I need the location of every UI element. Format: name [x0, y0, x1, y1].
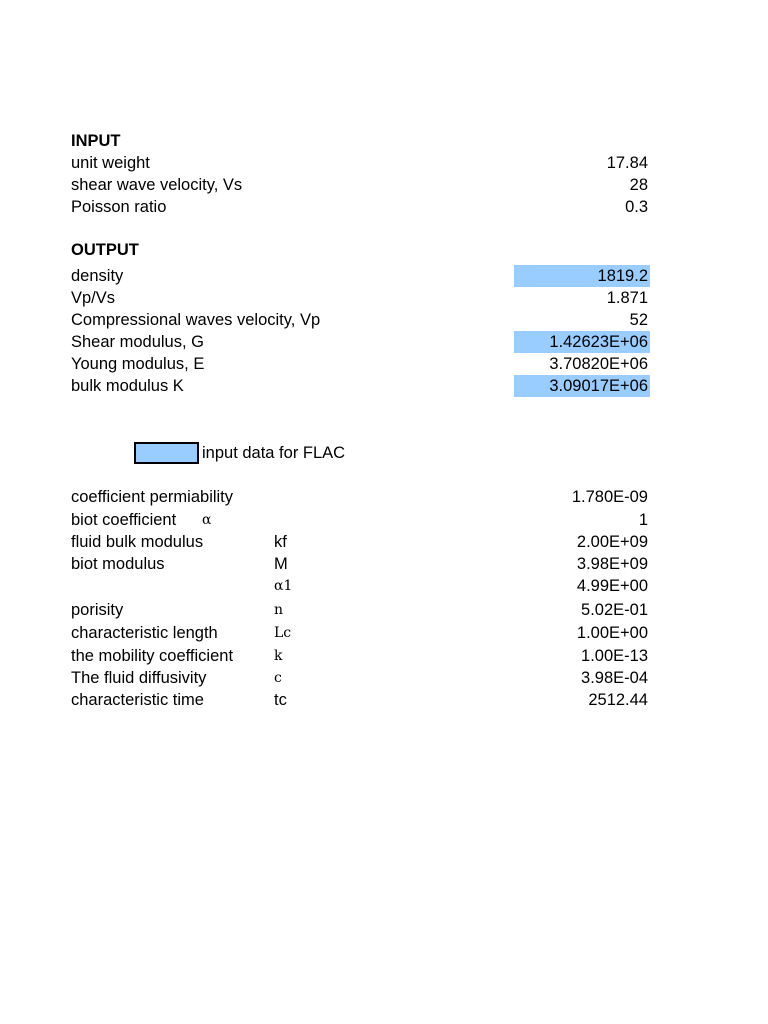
- row-value: 2.00E+09: [576, 533, 648, 551]
- row-value: 3.98E+09: [576, 555, 648, 573]
- row-value: 2512.44: [588, 691, 648, 709]
- output-row-vp-vs: [71, 287, 650, 309]
- legend-color-swatch: [134, 442, 199, 464]
- row-value: 1.00E-13: [581, 647, 648, 665]
- legend-text: input data for FLAC: [202, 444, 346, 462]
- flac-row-mobility-coefficient: [71, 645, 650, 667]
- row-label: density: [71, 267, 124, 285]
- row-label: Shear modulus, G: [71, 333, 204, 351]
- output-heading-row: [71, 239, 650, 261]
- flac-row-alpha1: [71, 575, 650, 597]
- row-label: bulk modulus K: [71, 377, 184, 395]
- row-label: Poisson ratio: [71, 198, 167, 216]
- row-label: The fluid diffusivity: [71, 669, 207, 687]
- row-value: 4.99E+00: [576, 577, 648, 595]
- row-label: shear wave velocity, Vs: [71, 176, 243, 194]
- flac-row-porosity: [71, 599, 650, 621]
- row-value: 3.70820E+06: [549, 355, 648, 373]
- row-label: porisity: [71, 601, 124, 619]
- row-label: coefficient permiability: [71, 488, 234, 506]
- input-row-poisson-ratio: [71, 196, 650, 218]
- output-row-shear-modulus: [71, 331, 650, 353]
- flac-row-fluid-diffusivity: [71, 667, 650, 689]
- row-label: characteristic time: [71, 691, 204, 709]
- output-row-density: [71, 265, 650, 287]
- row-symbol: kf: [274, 533, 287, 551]
- row-label: Young modulus, E: [71, 355, 205, 373]
- input-row-unit-weight: [71, 152, 650, 174]
- row-symbol: tc: [274, 691, 287, 709]
- row-value: 1.00E+00: [576, 624, 648, 642]
- flac-row-characteristic-length: [71, 622, 650, 644]
- row-value: 1.871: [606, 289, 648, 307]
- row-label: biot coefficient: [71, 511, 177, 529]
- output-heading: OUTPUT: [71, 241, 139, 259]
- row-label: the mobility coefficient: [71, 647, 234, 665]
- row-value: 0.3: [625, 198, 648, 216]
- row-value: 1819.2: [597, 267, 648, 285]
- row-label: fluid bulk modulus: [71, 533, 204, 551]
- row-value: 3.09017E+06: [549, 377, 648, 395]
- flac-row-fluid-bulk-modulus: [71, 531, 650, 553]
- row-value: 3.98E-04: [581, 669, 648, 687]
- row-symbol: Lc: [274, 625, 292, 641]
- row-value: 1.780E-09: [571, 488, 648, 506]
- row-symbol: n: [274, 602, 284, 618]
- input-heading-row: [71, 130, 650, 152]
- output-row-compressional-velocity: [71, 309, 650, 331]
- output-row-young-modulus: [71, 353, 650, 375]
- output-row-bulk-modulus: [71, 375, 650, 397]
- row-value: 28: [629, 176, 648, 194]
- row-symbol: k: [274, 648, 283, 664]
- input-heading: INPUT: [71, 132, 121, 150]
- row-value: 5.02E-01: [581, 601, 648, 619]
- input-row-shear-wave-velocity: [71, 174, 650, 196]
- row-value: 52: [629, 311, 648, 329]
- row-label: Vp/Vs: [71, 289, 116, 307]
- row-symbol: α1: [274, 578, 293, 594]
- row-symbol: c: [274, 670, 282, 686]
- row-symbol: M: [274, 555, 288, 573]
- row-value: 1: [638, 511, 648, 529]
- flac-row-permeability: [71, 486, 650, 508]
- row-value: 1.42623E+06: [549, 333, 648, 351]
- row-label: unit weight: [71, 154, 150, 172]
- row-value: 17.84: [606, 154, 648, 172]
- flac-row-characteristic-time: [71, 689, 650, 711]
- row-label: Compressional waves velocity, Vp: [71, 311, 321, 329]
- row-symbol: α: [202, 512, 212, 528]
- flac-row-biot-coefficient: [71, 509, 650, 531]
- flac-row-biot-modulus: [71, 553, 650, 575]
- row-label: biot modulus: [71, 555, 165, 573]
- row-label: characteristic length: [71, 624, 218, 642]
